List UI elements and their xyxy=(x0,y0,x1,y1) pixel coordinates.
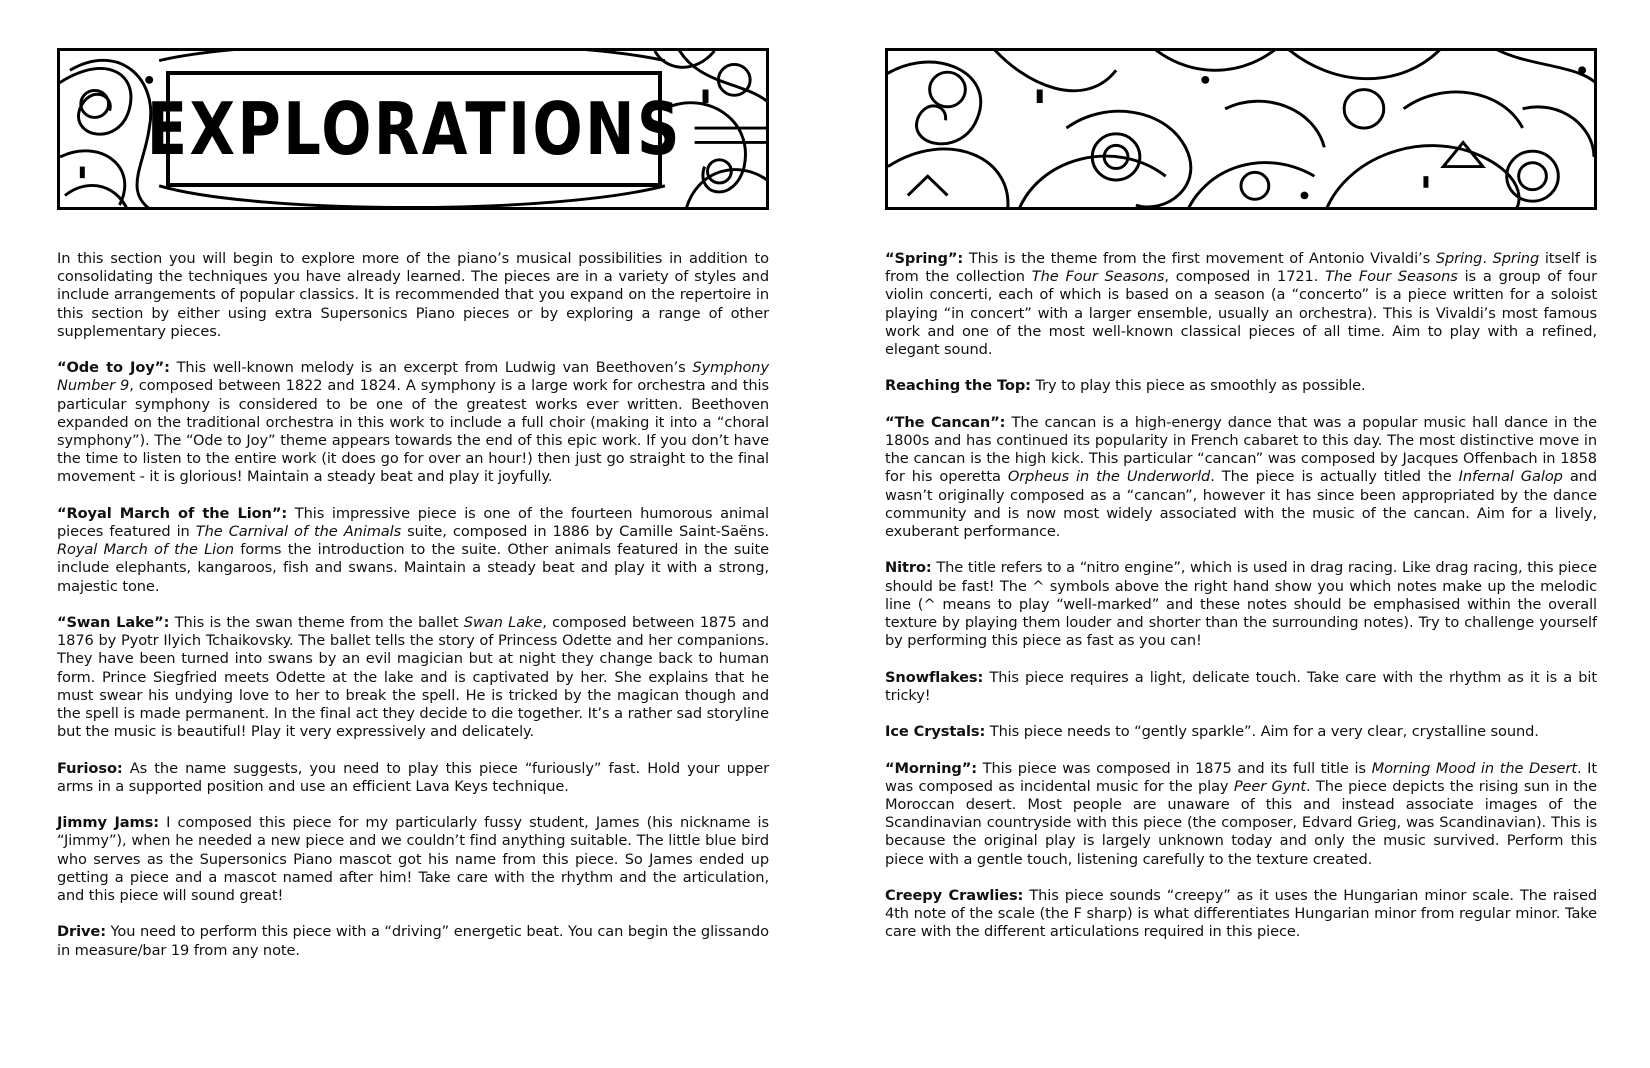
entry-italic: Morning Mood in the Desert xyxy=(1371,759,1577,777)
entry-spring xyxy=(885,250,1597,359)
entry-heading: “Ode to Joy”: xyxy=(57,359,170,377)
entry-ode-to-joy xyxy=(57,359,769,486)
entry-text: This is the theme from the first movement of Antonio Vivaldi’s xyxy=(963,250,1436,267)
entry-text: suite, composed in 1886 by Camille Saint-Saëns. xyxy=(401,523,769,541)
entry-text: The cancan is a high-energy dance that was a popular music hall dance in the 1800s and has continued its popularity in French cabaret to this day. The most distinctive move in the cancan is the high kick. This particular “cancan” was composed by Jacques Offenbach in 1858 for his operetta xyxy=(885,413,1597,486)
entry-text: The title refers to a “nitro engine”, which is used in drag racing. Like drag racing, this piece should be fast! The ^ symbols above the right hand show you which notes make up the melodic line (^ means to play “well-marked” and these notes should be emphasised within the overall texture by playing them louder and shorter than the surrounding notes). Try to challenge yourself by performing this piece as fast as you can! xyxy=(885,559,1597,650)
doodle-banner-left xyxy=(57,48,769,210)
entry-italic: Peer Gynt xyxy=(1233,777,1307,795)
entry-text: . The piece depicts the rising sun in the Moroccan desert. Most people are unaware of this and instead associate images of the Scandinavian countryside with this piece (the composer, Edvard Grieg, was Scandinavian). This is because the original play is largely unknown today and only the music survived. Perform this piece with a gentle touch, listening carefully to the texture created. xyxy=(885,777,1597,868)
entry-heading: Ice Crystals: xyxy=(885,723,986,741)
intro-text: In this section you will begin to explore more of the piano’s musical possibilities in addition to consolidating the techniques you have already learned. The pieces are in a variety of styles and include arrangements of popular classics. It is recommended that you expand on the repertoire in this section by either using extra Supersonics Piano pieces or by exploring a range of other supplementary pieces. xyxy=(57,250,769,340)
entry-italic: Orpheus in the Underworld xyxy=(1007,468,1211,486)
entry-heading: Drive: xyxy=(57,923,106,941)
entry-text: This piece sounds “creepy” as it uses the Hungarian minor scale. The raised 4th note of the scale (the F sharp) is what differentiates Hungarian minor from regular minor. Take care with the different articulations required in this piece. xyxy=(885,887,1598,941)
entry-creepy-crawlies xyxy=(885,887,1597,942)
entry-heading: “Spring”: xyxy=(885,250,964,267)
entry-furioso xyxy=(57,760,769,796)
entry-text: , composed in 1721. xyxy=(1164,268,1326,286)
entry-heading: Furioso: xyxy=(57,759,123,777)
entry-royal-march xyxy=(57,505,769,596)
entry-italic: Symphony Number 9 xyxy=(57,359,769,395)
intro-paragraph xyxy=(57,250,769,341)
entry-text: This piece requires a light, delicate touch. Take care with the rhythm as it is a bit tricky! xyxy=(885,668,1597,704)
entry-italic: The Carnival of the Animals xyxy=(195,523,402,541)
entry-text: As the name suggests, you need to play this piece “furiously” fast. Hold your upper arms in a supported position and use an efficient Lava Keys technique. xyxy=(57,759,769,795)
entry-text: This piece was composed in 1875 and its full title is xyxy=(977,759,1372,777)
entry-snowflakes xyxy=(885,669,1597,705)
entry-italic: The Four Seasons xyxy=(1325,268,1458,286)
entry-heading: Creepy Crawlies: xyxy=(885,887,1024,904)
entry-text: This is the swan theme from the ballet xyxy=(169,614,464,632)
page-title: EXPLORATIONS xyxy=(146,87,682,171)
entry-the-cancan xyxy=(885,414,1597,541)
entry-text: This impressive piece is one of the fourteen humorous animal pieces featured in xyxy=(57,504,769,541)
entry-text: itself is from the collection xyxy=(885,250,1597,286)
entry-text: . The piece is actually titled the xyxy=(1210,468,1459,486)
left-text-column xyxy=(57,250,769,978)
right-text-column xyxy=(885,250,1597,960)
entry-ice-crystals xyxy=(885,723,1597,741)
entry-text: You need to perform this piece with a “driving” energetic beat. You can begin the glissando in measure/bar 19 from any note. xyxy=(57,923,769,959)
entry-text: Try to play this piece as smoothly as possible. xyxy=(1030,377,1366,395)
entry-heading: “Royal March of the Lion”: xyxy=(57,504,288,522)
entry-nitro xyxy=(885,559,1597,650)
entry-text: This piece needs to “gently sparkle”. Aim for a very clear, crystalline sound. xyxy=(985,723,1539,741)
entry-text: . It was composed as incidental music for the play xyxy=(885,759,1597,795)
entry-heading: “The Cancan”: xyxy=(885,413,1006,431)
entry-italic: Infernal Galop xyxy=(1458,468,1563,486)
entry-text: . xyxy=(1482,250,1493,267)
entry-text: I composed this piece for my particularly fussy student, James (his nickname is “Jimmy”), when he needed a new piece and we couldn’t find anything suitable. The little blue bird who serves as the Supersonics Piano mascot got his name from this piece. So James ended up getting a piece and a mascot named after him! Take care with the rhythm and the articulation, and this piece will sound great! xyxy=(57,814,769,905)
entry-reaching-the-top xyxy=(885,377,1597,395)
entry-text: and wasn’t originally composed as a “cancan”, however it has since been appropriated by the dance community and is now most widely associated with the music of the cancan. Aim for a lively, exuberant performance. xyxy=(885,468,1597,541)
entry-jimmy-jams xyxy=(57,814,769,905)
entry-heading: Reaching the Top: xyxy=(885,377,1031,395)
entry-text: forms the introduction to the suite. Other animals featured in the suite include elephants, kangaroos, fish and swans. Maintain a steady beat and play it with a strong, majestic tone. xyxy=(57,541,769,595)
entry-heading: Nitro: xyxy=(885,559,932,577)
entry-morning xyxy=(885,760,1597,869)
entry-text: , composed between 1875 and 1876 by Pyotr Ilyich Tchaikovsky. The ballet tells the story of Princess Odette and her companions. They have been turned into swans by an evil magician but at night they change back to human form. Prince Siegfried meets Odette at the lake and is captivated by her. She explains that he must swear his undying love to her to break the spell. He is tricked by the magican though and the spell is made permanent. In the final act they decide to die together. It’s a rather sad storyline but the music is beautiful! Play it very expressively and delicately. xyxy=(57,614,769,741)
doodle-pattern-illustration xyxy=(888,51,1594,207)
doodle-banner-right xyxy=(885,48,1597,210)
entry-text: This well-known melody is an excerpt from Ludwig van Beethoven’s xyxy=(169,359,693,377)
entry-italic: Spring xyxy=(1492,250,1540,267)
entry-italic: Royal March of the Lion xyxy=(57,541,235,559)
entry-heading: “Morning”: xyxy=(885,759,977,777)
entry-italic: Spring xyxy=(1435,250,1483,267)
title-box xyxy=(146,71,682,187)
entry-heading: Snowflakes: xyxy=(885,668,984,686)
entry-heading: Jimmy Jams: xyxy=(57,814,159,832)
entry-heading: “Swan Lake”: xyxy=(57,614,170,632)
entry-swan-lake xyxy=(57,614,769,741)
entry-italic: The Four Seasons xyxy=(1031,268,1165,286)
entry-italic: Swan Lake xyxy=(463,614,543,632)
entry-text: is a group of four violin concerti, each of which is based on a season (a “concerto” is a piece written for a soloist playing “in concert” with a larger ensemble, usually an orchestra). This is Vivaldi’s most famous work and one of the most well-known classical pieces of all time. Aim to play with a refined, elegant sound. xyxy=(885,268,1597,359)
entry-drive xyxy=(57,923,769,959)
entry-text: , composed between 1822 and 1824. A symphony is a large work for orchestra and this particular symphony is considered to be one of the greatest works ever written. Beethoven expanded on the traditional orchestra in this work to include a full choir (making it into a “choral symphony”). The “Ode to Joy” theme appears towards the end of this epic work. If you don’t have the time to listen to the entire work (it does go for over an hour!) then just go straight to the final movement - it is glorious! Maintain a steady beat and play it joyfully. xyxy=(57,377,769,486)
